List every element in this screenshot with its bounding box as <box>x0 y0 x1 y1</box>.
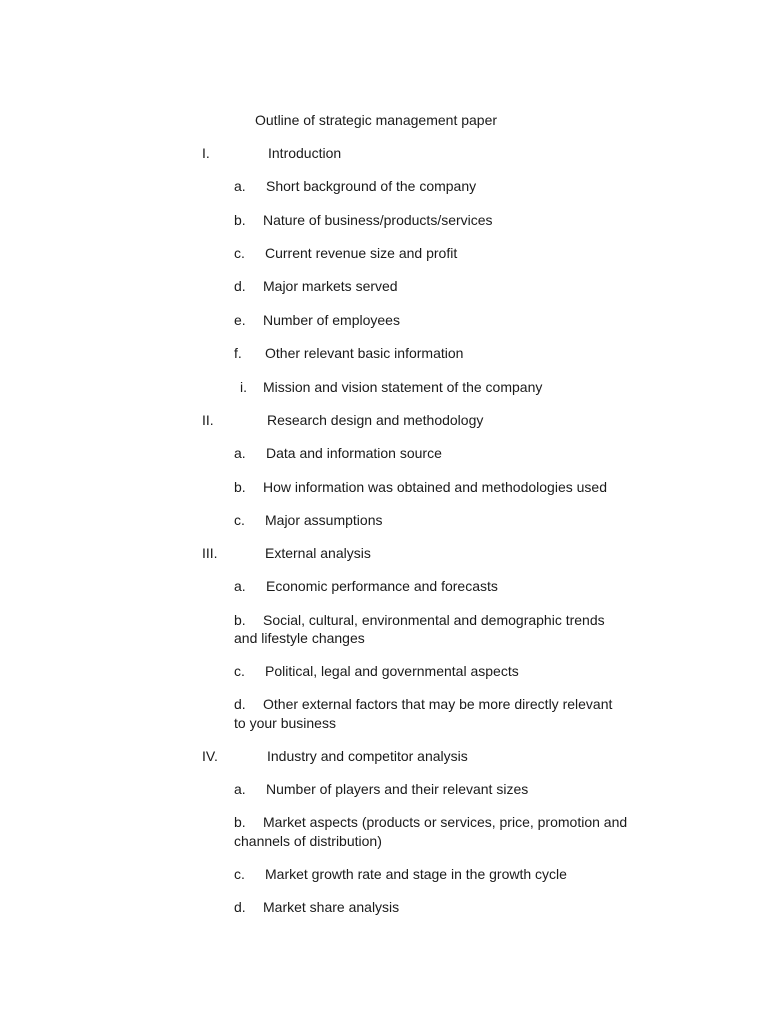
item-marker: a. <box>234 445 246 461</box>
item-text: How information was obtained and methodologies used <box>263 479 607 495</box>
item-text-line1: Market aspects (products or services, price, promotion and <box>263 814 628 830</box>
item-text-line2: to your business <box>234 715 336 731</box>
item-marker: b. <box>234 212 246 228</box>
item-marker: b. <box>234 479 246 495</box>
item-text-line1: Other external factors that may be more directly relevant <box>263 696 613 712</box>
item-marker: e. <box>234 312 246 328</box>
item-marker: i. <box>240 379 247 395</box>
item-text: Market share analysis <box>263 899 400 915</box>
item-text: Data and information source <box>266 445 442 461</box>
item-marker: a. <box>234 578 246 594</box>
item-text: Current revenue size and profit <box>265 245 458 261</box>
item-text: Number of players and their relevant sizes <box>266 781 529 797</box>
item-marker: d. <box>234 278 246 294</box>
item-text: Major assumptions <box>265 512 383 528</box>
section-heading: Introduction <box>268 145 342 161</box>
item-marker: b. <box>234 612 246 628</box>
item-marker: b. <box>234 814 246 830</box>
section-number: III. <box>202 545 218 561</box>
item-marker: d. <box>234 696 246 712</box>
section-heading: Industry and competitor analysis <box>267 748 468 764</box>
item-marker: c. <box>234 866 245 882</box>
item-text: Major markets served <box>263 278 398 294</box>
item-text-line2: channels of distribution) <box>234 833 382 849</box>
section-number: IV. <box>202 748 218 764</box>
item-text: Short background of the company <box>266 178 477 194</box>
item-marker: f. <box>234 345 242 361</box>
item-text: Mission and vision statement of the company <box>263 379 543 395</box>
item-text: Political, legal and governmental aspects <box>265 663 519 679</box>
item-text: Nature of business/products/services <box>263 212 493 228</box>
section-number: I. <box>202 145 210 161</box>
section-heading: External analysis <box>265 545 371 561</box>
section-heading: Research design and methodology <box>267 412 484 428</box>
section-number: II. <box>202 412 214 428</box>
item-marker: d. <box>234 899 246 915</box>
item-text: Number of employees <box>263 312 400 328</box>
item-text: Other relevant basic information <box>265 345 464 361</box>
item-marker: c. <box>234 245 245 261</box>
item-text: Market growth rate and stage in the growth cycle <box>265 866 567 882</box>
item-text-line2: and lifestyle changes <box>234 630 365 646</box>
item-marker: a. <box>234 178 246 194</box>
item-text: Economic performance and forecasts <box>266 578 498 594</box>
item-marker: a. <box>234 781 246 797</box>
item-text-line1: Social, cultural, environmental and demographic trends <box>263 612 605 628</box>
item-marker: c. <box>234 512 245 528</box>
document-title: Outline of strategic management paper <box>255 112 498 128</box>
item-marker: c. <box>234 663 245 679</box>
